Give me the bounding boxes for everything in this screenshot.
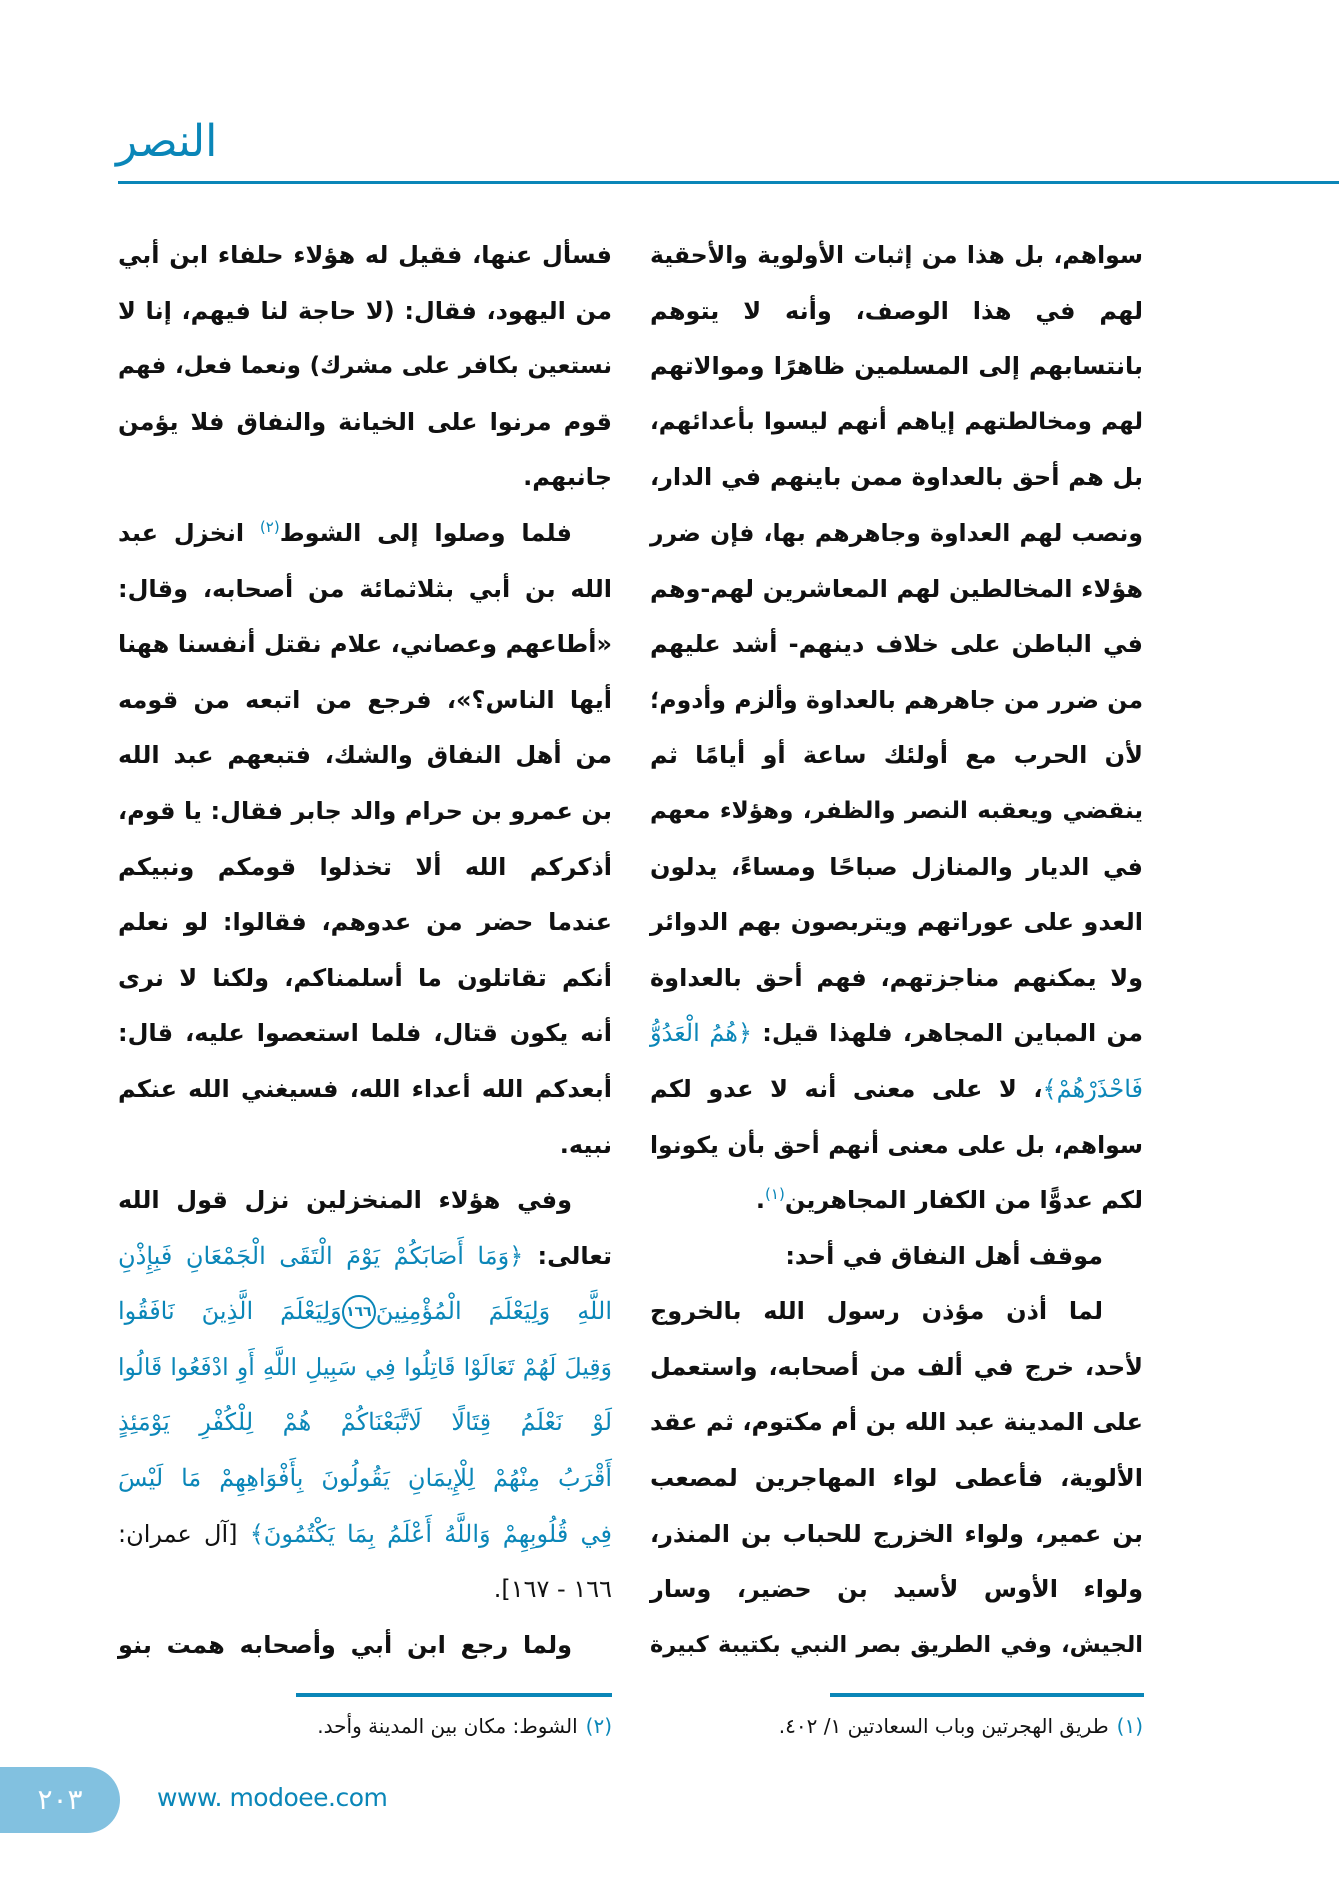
footnote-1 <box>779 1708 1143 1744</box>
text-line <box>650 840 1143 896</box>
text-run: لهم ومخالطتهم إياهم أنهم ليسوا بأعدائهم، <box>650 408 1143 435</box>
text-run: جانبهم. <box>523 463 612 492</box>
text-line <box>118 840 612 896</box>
text-line <box>118 339 612 395</box>
text-run: هؤلاء المخالطين لهم المعاشرين لهم-وهم <box>650 574 1143 603</box>
text-line <box>118 395 612 451</box>
text-run: نبيه. <box>559 1130 612 1159</box>
text-line <box>650 1006 1143 1062</box>
text-run: الله بن أبي بثلاثمائة من أصحابه، وقال: <box>118 574 612 603</box>
text-line <box>118 1229 612 1285</box>
text-line <box>650 951 1143 1007</box>
text-line <box>650 339 1143 395</box>
text-line <box>650 228 1143 284</box>
ayah-number-marker: ١٦٦ <box>342 1295 376 1329</box>
text-line <box>118 673 612 729</box>
text-run: ونصب لهم العداوة وجاهرهم بها، فإن ضرر <box>650 518 1143 547</box>
footnote-text: طريق الهجرتين وباب السعادتين ١/ ٤٠٢. <box>778 1714 1109 1738</box>
text-run: قوم مرنوا على الخيانة والنفاق فلا يؤمن <box>118 407 612 436</box>
text-run: انخزل عبد <box>118 518 260 547</box>
footnote-ref[interactable]: (٢) <box>259 517 280 536</box>
text-line <box>118 228 612 284</box>
quran-verse: ﴿هُمُ الْعَدُوُّ <box>650 1019 753 1048</box>
right-column <box>650 228 1143 1673</box>
quran-verse: ﴿وَمَا أَصَابَكُمْ يَوْمَ الْتَقَى الْجَمْعَانِ فَبِإِذْنِ <box>118 1241 524 1270</box>
quran-verse: وَلِيَعْلَمَ الَّذِينَ نَافَقُوا <box>118 1297 342 1326</box>
footnote-divider-right <box>830 1693 1144 1697</box>
text-run: من أهل النفاق والشك، فتبعهم عبد الله <box>118 741 612 770</box>
text-run: لما أذن مؤذن رسول الله بالخروج <box>650 1297 1103 1326</box>
footnote-divider-left <box>296 1693 612 1697</box>
text-run: بن عمرو بن حرام والد جابر فقال: يا قوم، <box>118 796 612 825</box>
text-run: الألوية، فأعطى لواء المهاجرين لمصعب <box>650 1464 1143 1493</box>
text-run: من ضرر من جاهرهم بالعداوة وألزم وأدوم؛ <box>650 685 1143 714</box>
section-heading <box>650 1229 1143 1285</box>
text-line <box>650 562 1143 618</box>
text-line <box>118 562 612 618</box>
text-line <box>118 450 612 506</box>
text-line <box>118 1451 612 1507</box>
text-run: ولواء الأوس لأسيد بن حضير، وسار <box>650 1575 1143 1604</box>
text-run: لأحد، خرج في ألف من أصحابه، واستعمل <box>650 1352 1143 1381</box>
text-run: أبعدكم الله أعداء الله، فسيغني الله عنكم <box>118 1074 612 1103</box>
text-line <box>650 506 1143 562</box>
text-run: ولا يمكنهم مناجزتهم، فهم أحق بالعداوة <box>650 963 1143 992</box>
footnote-number: (٢) <box>585 1714 612 1738</box>
text-run: أنكم تقاتلون ما أسلمناكم، ولكنا لا نرى <box>118 963 612 992</box>
text-run: ولما رجع ابن أبي وأصحابه همت بنو <box>118 1630 572 1659</box>
text-line <box>650 1395 1143 1451</box>
text-run: على المدينة عبد الله بن أم مكتوم، ثم عقد <box>650 1408 1143 1437</box>
quran-verse: فِي قُلُوبِهِمْ وَاللَّهُ أَعْلَمُ بِمَا يَكْتُمُونَ﴾ <box>249 1519 612 1548</box>
text-line <box>650 395 1143 451</box>
bold-text: موقف أهل النفاق في أحد: <box>785 1241 1103 1270</box>
text-line <box>118 1562 612 1618</box>
text-line <box>650 284 1143 340</box>
text-run: لأن الحرب مع أولئك ساعة أو أيامًا ثم <box>650 741 1143 770</box>
text-line <box>650 728 1143 784</box>
text-line <box>650 1507 1143 1563</box>
text-line <box>650 1340 1143 1396</box>
text-line <box>118 1284 612 1340</box>
text-run: سواهم، بل على معنى أنهم أحق بأن يكونوا <box>650 1130 1143 1159</box>
text-run: أيها الناس؟»، فرجع من اتبعه من قومه <box>118 685 612 714</box>
page-number: ٢٠٣ <box>0 1767 120 1833</box>
text-line <box>650 673 1143 729</box>
text-line <box>118 1618 612 1674</box>
text-line <box>118 1173 612 1229</box>
quran-verse: اللَّهِ وَلِيَعْلَمَ الْمُؤْمِنِينَ <box>375 1297 612 1326</box>
text-line <box>118 1118 612 1174</box>
text-line <box>650 1173 1143 1229</box>
text-line <box>118 1395 612 1451</box>
footnote-ref[interactable]: (١) <box>765 1185 785 1204</box>
text-run: لهم في هذا الوصف، وأنه لا يتوهم <box>650 296 1143 325</box>
quran-verse: أَقْرَبُ مِنْهُمْ لِلْإِيمَانِ يَقُولُونَ بِأَفْوَاهِهِمْ مَا لَيْسَ <box>118 1464 612 1493</box>
text-run: فلما وصلوا إلى الشوط <box>279 518 572 547</box>
text-run: . <box>755 1186 766 1215</box>
bold-text: (لا حاجة لنا فيهم، إنا لا <box>118 296 395 325</box>
text-line <box>118 506 612 562</box>
text-run: بانتسابهم إلى المسلمين ظاهرًا وموالاتهم <box>650 352 1143 381</box>
text-line <box>118 284 612 340</box>
left-column <box>118 228 612 1673</box>
text-run: في الباطن على خلاف دينهم- أشد عليهم <box>650 630 1143 659</box>
text-line <box>650 1062 1143 1118</box>
text-line <box>650 1118 1143 1174</box>
footnote-number: (١) <box>1116 1714 1143 1738</box>
text-run: عندما حضر من عدوهم، فقالوا: لو نعلم <box>118 908 612 937</box>
verse-source: [آل عمران: <box>118 1519 250 1548</box>
text-run: من المباين المجاهر، فلهذا قيل: <box>752 1019 1143 1048</box>
bold-text: نستعين بكافر على مشرك) <box>309 353 612 380</box>
text-line <box>118 951 612 1007</box>
text-line <box>118 895 612 951</box>
text-run: «أطاعهم وعصاني، علام نقتل أنفسنا ههنا <box>118 630 612 659</box>
text-line <box>650 784 1143 840</box>
text-line <box>118 617 612 673</box>
text-run: ينقضي ويعقبه النصر والظفر، وهؤلاء معهم <box>650 797 1143 824</box>
text-line <box>650 617 1143 673</box>
quran-verse: وَقِيلَ لَهُمْ تَعَالَوْا قَاتِلُوا فِي سَبِيلِ اللَّهِ أَوِ ادْفَعُوا قَالُوا <box>118 1352 612 1381</box>
text-line <box>650 1451 1143 1507</box>
text-line <box>650 1284 1143 1340</box>
text-run: فسأل عنها، فقيل له هؤلاء حلفاء ابن أبي <box>118 241 612 269</box>
chapter-title: النصر <box>116 116 218 167</box>
text-run: بل هم أحق بالعداوة ممن باينهم في الدار، <box>650 463 1143 492</box>
text-run: ، لا على معنى أنه لا عدو لكم <box>650 1074 1043 1103</box>
text-line <box>650 450 1143 506</box>
text-line <box>118 1006 612 1062</box>
text-line <box>118 728 612 784</box>
text-line <box>118 784 612 840</box>
text-run: من اليهود، فقال: <box>394 296 612 325</box>
footnote-2 <box>317 1708 612 1744</box>
text-run: أنه يكون قتال، فلما استعصوا عليه، قال: <box>118 1019 612 1048</box>
text-run: في الديار والمنازل صباحًا ومساءً، يدلون <box>650 852 1143 881</box>
text-line <box>118 1340 612 1396</box>
website-url[interactable]: www. modoee.com <box>157 1783 388 1812</box>
text-line <box>650 1618 1143 1674</box>
quran-verse: فَاحْذَرْهُمْ﴾ <box>1042 1074 1143 1103</box>
text-run: سواهم، بل هذا من إثبات الأولوية والأحقية <box>650 241 1143 269</box>
text-run: تعالى: <box>523 1241 612 1270</box>
quran-verse: لَوْ نَعْلَمُ قِتَالًا لَاتَّبَعْنَاكُمْ هُمْ لِلْكُفْرِ يَوْمَئِذٍ <box>118 1408 612 1437</box>
footnote-text: الشوط: مكان بين المدينة وأحد. <box>317 1714 578 1738</box>
text-run: ونعما فعل، فهم <box>118 353 310 380</box>
header-divider <box>118 181 1339 184</box>
text-line <box>118 1062 612 1118</box>
text-run: بن عمير، ولواء الخزرج للحباب بن المنذر، <box>650 1519 1143 1548</box>
text-run: العدو على عوراتهم ويتربصون بهم الدوائر <box>650 908 1143 937</box>
text-line <box>118 1507 612 1563</box>
text-run: أذكركم الله ألا تخذلوا قومكم ونبيكم <box>118 852 612 881</box>
text-run: وفي هؤلاء المنخزلين نزل قول الله <box>118 1186 572 1215</box>
text-run: لكم عدوًّا من الكفار المجاهرين <box>784 1186 1143 1215</box>
text-line <box>650 1562 1143 1618</box>
text-run: الجيش، وفي الطريق بصر النبي بكتيبة كبيرة <box>650 1631 1143 1658</box>
verse-source: ١٦٦ - ١٦٧]. <box>493 1575 612 1604</box>
text-line <box>650 895 1143 951</box>
